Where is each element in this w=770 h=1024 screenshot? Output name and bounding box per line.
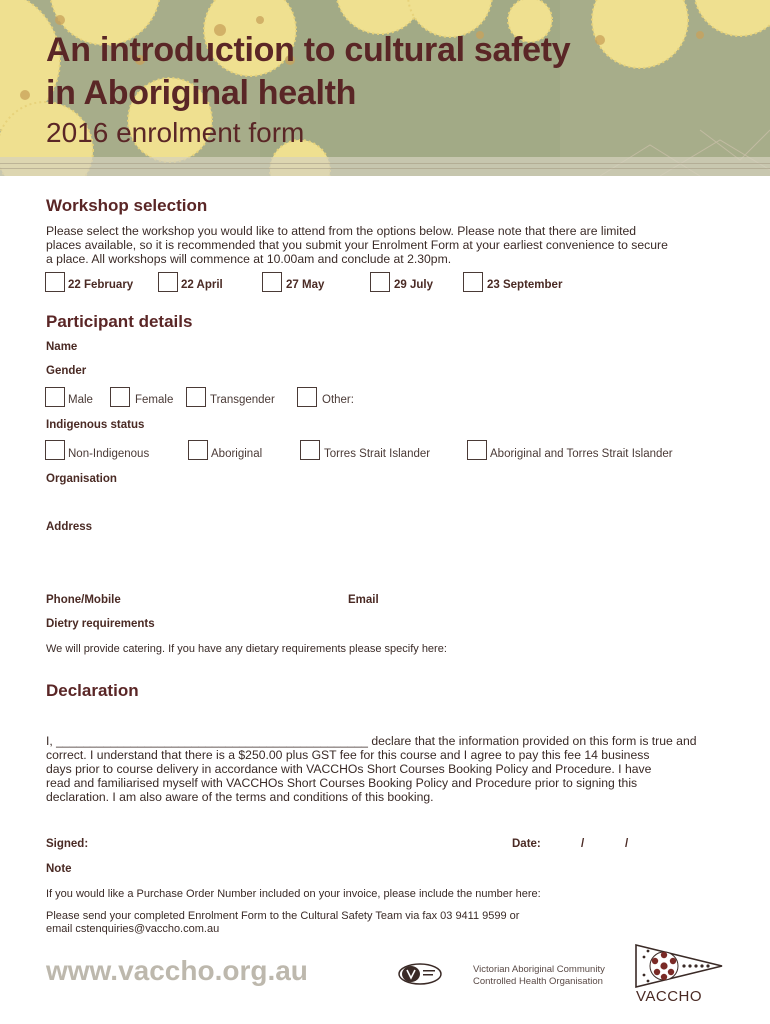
website-url[interactable]: www.vaccho.org.au [46, 955, 308, 986]
dietary-label: Dietry requirements [46, 618, 155, 630]
checkbox-23-september[interactable] [463, 272, 483, 292]
declaration-line-5: declaration. I am also aware of the terms and conditions of this booking. [46, 790, 434, 804]
workshop-intro-line-1: Please select the workshop you would like to attend from the options below. Please note that there are limited [46, 224, 637, 238]
gender-option-other: Other: [322, 394, 354, 406]
declaration-line-3: days prior to course delivery in accordance with VACCHOs Short Courses Booking Policy and Procedure. I have [46, 762, 652, 776]
checkbox-non-indigenous[interactable] [45, 440, 65, 460]
date-separator-2: / [625, 838, 629, 850]
name-label: Name [46, 341, 78, 353]
send-instructions-line-1: Please send your completed Enrolment Form to the Cultural Safety Team via fax 03 9411 9599 or [46, 910, 520, 922]
date-label-29-july: 29 July [394, 279, 433, 291]
email-label: Email [348, 594, 379, 606]
date-label-27-may: 27 May [286, 279, 325, 291]
accreditation-badge-icon [397, 962, 443, 986]
checkbox-torres-strait-islander[interactable] [300, 440, 320, 460]
participant-heading: Participant details [46, 312, 193, 331]
vaccho-logo-text: VACCHO [636, 988, 703, 1005]
gender-option-female: Female [135, 394, 174, 406]
checkbox-27-may[interactable] [262, 272, 282, 292]
checkbox-22-february[interactable] [45, 272, 65, 292]
checkbox-29-july[interactable] [370, 272, 390, 292]
gender-label: Gender [46, 365, 87, 377]
page-title-line-1: An introduction to cultural safety [46, 31, 571, 69]
header-banner [0, 0, 770, 176]
checkbox-aboriginal-and-torres-strait[interactable] [467, 440, 487, 460]
date-label-22-february: 22 February [68, 279, 134, 291]
page-subtitle: 2016 enrolment form [46, 117, 305, 148]
declaration-heading: Declaration [46, 681, 139, 700]
indigenous-option-non-indigenous: Non-Indigenous [68, 448, 150, 460]
indigenous-option-both: Aboriginal and Torres Strait Islander [490, 448, 673, 460]
gender-option-male: Male [68, 394, 93, 406]
send-instructions-line-2: email cstenquiries@vaccho.com.au [46, 923, 220, 935]
checkbox-female[interactable] [110, 387, 130, 407]
checkbox-22-april[interactable] [158, 272, 178, 292]
indigenous-option-aboriginal: Aboriginal [211, 448, 263, 460]
indigenous-option-torres-strait: Torres Strait Islander [324, 448, 431, 460]
workshop-heading: Workshop selection [46, 196, 208, 215]
date-separator-1: / [581, 838, 585, 850]
checkbox-aboriginal[interactable] [188, 440, 208, 460]
address-label: Address [46, 521, 93, 533]
indigenous-status-label: Indigenous status [46, 419, 145, 431]
organisation-name-line-2: Controlled Health Organisation [473, 976, 603, 987]
date-label-22-april: 22 April [181, 279, 223, 291]
workshop-intro-line-2: places available, so it is recommended that you submit your Enrolment Form at your earliest convenience to secure [46, 238, 668, 252]
checkbox-transgender[interactable] [186, 387, 206, 407]
dietary-note: We will provide catering. If you have any dietary requirements please specify here: [46, 643, 447, 655]
organisation-name [473, 964, 605, 988]
purchase-order-note: If you would like a Purchase Order Number included on your invoice, please include the number here: [46, 888, 541, 900]
organisation-label: Organisation [46, 473, 117, 485]
workshop-intro-line-3: a place. All workshops will commence at 10.00am and conclude at 2.30pm. [46, 252, 452, 266]
checkbox-male[interactable] [45, 387, 65, 407]
declaration-line-1: I, ______________________________________________ declare that the information provided on this form is true and [46, 734, 697, 748]
page-title-line-2: in Aboriginal health [46, 74, 357, 112]
declaration-line-2: correct. I understand that there is a $250.00 plus GST fee for this course and I agree to pay this fee 14 business [46, 748, 650, 762]
signed-label: Signed: [46, 838, 89, 850]
phone-label: Phone/Mobile [46, 594, 121, 606]
note-label: Note [46, 863, 72, 875]
declaration-line-4: read and familiarised myself with VACCHOs Short Courses Booking Policy and Procedure prior to signing this [46, 776, 638, 790]
date-label: Date: [512, 838, 541, 850]
organisation-name-line-1: Victorian Aboriginal Community [473, 964, 605, 975]
date-label-23-september: 23 September [487, 279, 563, 291]
checkbox-other[interactable] [297, 387, 317, 407]
gender-option-transgender: Transgender [210, 394, 275, 406]
vaccho-logo-icon [632, 941, 728, 991]
